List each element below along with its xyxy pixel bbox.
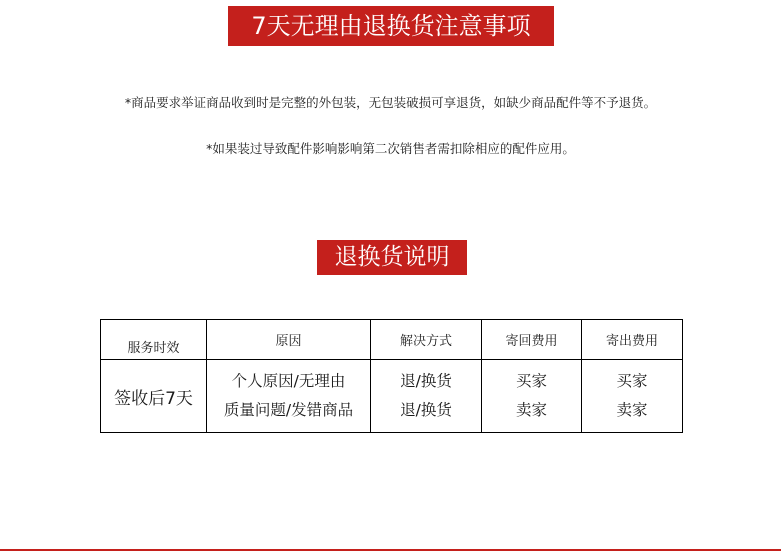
note-packaging: *商品要求举证商品收到时是完整的外包装，无包装破损可享退货，如缺少商品配件等不予退货。	[124, 95, 657, 110]
return-cost-personal: 买家	[515, 372, 547, 390]
return-cost-quality: 卖家	[515, 401, 547, 419]
title-banner: 7天无理由退换货注意事项	[228, 6, 554, 46]
solution-personal: 退/换货	[400, 372, 452, 390]
table-header-row	[101, 320, 683, 360]
ship-cost-personal: 买家	[616, 372, 648, 390]
solution-quality: 退/换货	[400, 401, 452, 419]
header-solution: 解决方式	[371, 320, 482, 360]
reason-quality: 质量问题/发错商品	[223, 401, 354, 419]
cell-solutions	[371, 360, 482, 433]
table-row	[101, 360, 683, 433]
cell-ship-costs	[582, 360, 683, 433]
reason-personal: 个人原因/无理由	[231, 372, 346, 390]
return-policy-table	[100, 319, 683, 433]
ship-cost-quality: 卖家	[616, 401, 648, 419]
cell-reasons	[207, 360, 371, 433]
header-service-period: 服务时效	[101, 320, 207, 360]
header-reason: 原因	[207, 320, 371, 360]
cell-return-costs	[482, 360, 582, 433]
header-return-cost: 寄回费用	[482, 320, 582, 360]
footer-divider	[0, 549, 781, 551]
section-banner: 退换货说明	[317, 240, 467, 275]
header-ship-cost: 寄出费用	[582, 320, 683, 360]
note-accessories: *如果装过导致配件影响影响第二次销售者需扣除相应的配件应用。	[206, 141, 575, 156]
cell-service-period: 签收后7天	[101, 360, 207, 433]
